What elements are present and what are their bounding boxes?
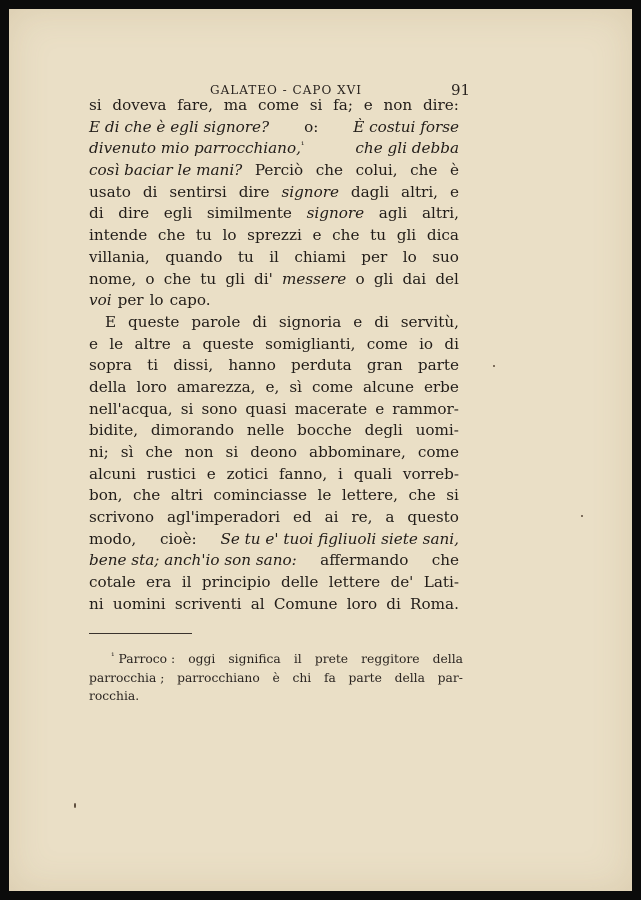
text-line: cotale era il principio delle lettere de' Lati- [89,573,459,592]
text-line: della loro amarezza, e, sì come alcune erbe [89,377,459,396]
text-line: bidite, dimorando nelle bocche degli uomi- [89,421,459,440]
footnote-separator [89,633,192,634]
text-line: nell'acqua, si sono quasi macerate e rammor- [89,399,459,418]
text-line: E queste parole di signoria e di servitù, [105,312,459,331]
text-line: e le altre a queste somiglianti, come io di [89,334,459,353]
paper-speck [581,515,583,517]
running-title: GALATEO - CAPO XVI [210,83,363,97]
text-line: ni uomini scriventi al Comune loro di Roma. [89,594,459,613]
text-line: di dire egli similmente signore agli altri, [89,204,459,223]
text-line: E di che è egli signore? o: È costui forse [89,117,459,136]
text-line: voi per lo capo. [89,291,211,310]
main-text [89,95,459,616]
footnote-marker: ¹ [111,652,115,662]
text-line: usato di sentirsi dire signore dagli altri, e [89,182,459,201]
page-number: 91 [451,81,471,99]
text-line: bene sta; anch'io son sano: affermando che [89,551,459,570]
footnote-line: rocchia. [89,689,140,703]
text-line: così baciar le mani? Perciò che colui, che è [89,161,459,180]
text-line: intende che tu lo sprezzi e che tu gli dica [89,226,459,245]
text-line: villania, quando tu il chiami per lo suo [89,247,459,266]
text-line: modo, cioè: Se tu e' tuoi figliuoli siete sani, [89,529,459,548]
text-line: sopra ti dissi, hanno perduta gran parte [89,356,459,375]
text-line: scrivono agl'imperadori ed ai re, a questo [89,508,459,527]
text-line: divenuto mio parrocchiano,¹ che gli debba [89,138,459,160]
paper-speck [74,803,76,808]
footnote-line: parrocchia ; parrocchiano è chi fa parte della par- [89,670,463,685]
footnote [89,650,463,706]
footnote-line: ¹ Parroco : oggi significa il prete reggitore della [89,650,463,669]
text-line: ni; sì che non si deono abbominare, come [89,443,459,461]
text-line: si doveva fare, ma come si fa; e non dire: [89,96,459,114]
footnote-ref: ¹ [300,141,305,152]
text-line: nome, o che tu gli di' messere o gli dai del [89,269,459,288]
paper-speck [493,365,495,367]
text-line: alcuni rustici e zotici fanno, i quali vorreb- [89,464,459,483]
text-line: bon, che altri cominciasse le lettere, che si [89,486,459,505]
